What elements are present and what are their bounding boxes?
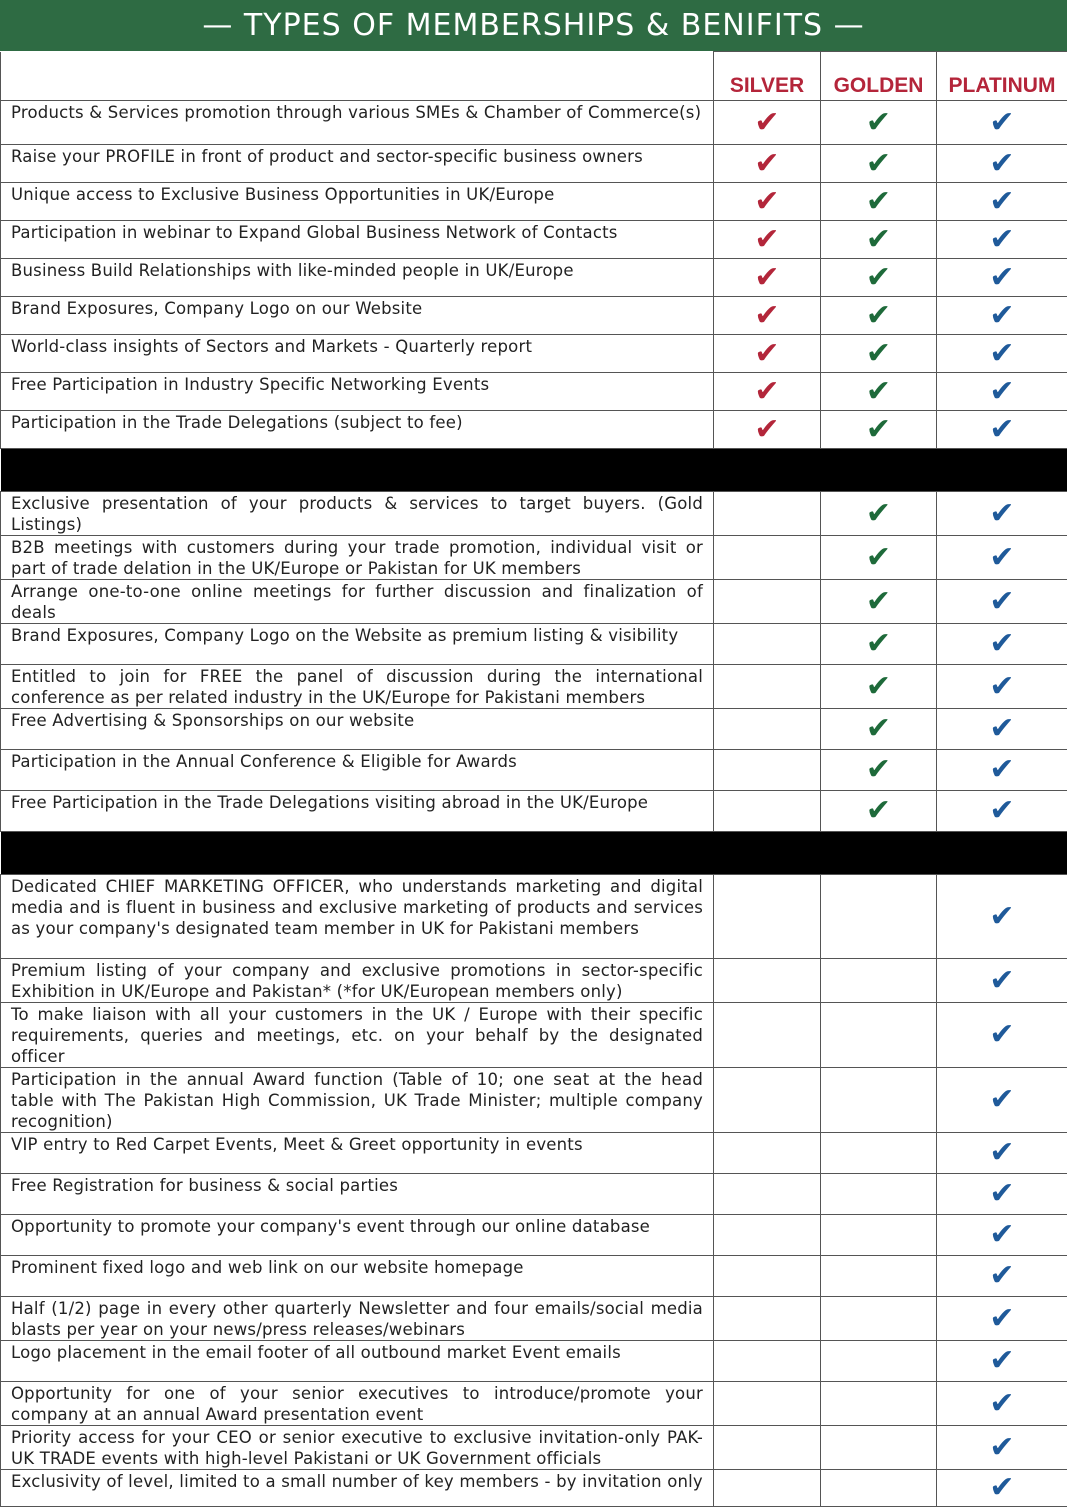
benefit-description — [1, 1297, 714, 1341]
check-icon: ✔ — [866, 496, 891, 531]
check-icon: ✔ — [989, 540, 1014, 575]
platinum-cell — [937, 335, 1067, 373]
golden-cell — [821, 221, 937, 259]
benefit-text: Opportunity to promote your company's event through our online database — [11, 1216, 703, 1237]
platinum-cell — [937, 411, 1067, 449]
benefit-text: Participation in the Annual Conference & Eligible for Awards — [11, 751, 703, 772]
benefit-description — [1, 1426, 714, 1470]
platinum-cell — [937, 101, 1067, 145]
section-separator-bar — [1, 832, 1067, 875]
table-row — [1, 221, 1067, 259]
platinum-cell — [937, 145, 1067, 183]
silver-cell — [714, 750, 821, 791]
benefit-text: Arrange one-to-one online meetings for further discussion and finalization of deals — [11, 581, 703, 623]
table-row — [1, 259, 1067, 297]
golden-cell — [821, 335, 937, 373]
benefit-text: Prominent fixed logo and web link on our website homepage — [11, 1257, 703, 1278]
silver-cell — [714, 624, 821, 665]
silver-cell — [714, 221, 821, 259]
benefit-description — [1, 1174, 714, 1215]
table-row — [1, 1297, 1067, 1341]
golden-cell — [821, 1256, 937, 1297]
benefit-text: Half (1/2) page in every other quarterly Newsletter and four emails/social media blasts per year on your news/press releases/webinars — [11, 1298, 703, 1340]
page-title: — TYPES OF MEMBERSHIPS & BENIFITS — — [202, 8, 864, 43]
check-icon: ✔ — [989, 1135, 1014, 1170]
benefit-text: Brand Exposures, Company Logo on the Website as premium listing & visibility — [11, 625, 703, 646]
platinum-cell — [937, 536, 1067, 580]
check-icon: ✔ — [866, 374, 891, 409]
table-row — [1, 875, 1067, 959]
silver-cell — [714, 536, 821, 580]
golden-cell — [821, 297, 937, 335]
benefit-description — [1, 1256, 714, 1297]
silver-cell — [714, 297, 821, 335]
benefit-description — [1, 875, 714, 959]
platinum-cell — [937, 183, 1067, 221]
silver-cell — [714, 373, 821, 411]
check-icon: ✔ — [989, 1217, 1014, 1252]
silver-cell — [714, 1068, 821, 1133]
golden-cell — [821, 750, 937, 791]
check-icon: ✔ — [754, 374, 779, 409]
section-separator — [1, 449, 1067, 492]
benefit-description — [1, 101, 714, 145]
benefit-description — [1, 959, 714, 1003]
silver-cell — [714, 665, 821, 709]
benefit-text: B2B meetings with customers during your trade promotion, individual visit or part of trade delation in the UK/Europe or Pakistan for UK members — [11, 537, 703, 579]
table-row — [1, 536, 1067, 580]
silver-cell — [714, 1382, 821, 1426]
golden-cell — [821, 1426, 937, 1470]
feature-header — [1, 52, 714, 101]
check-icon: ✔ — [989, 1176, 1014, 1211]
silver-cell — [714, 1174, 821, 1215]
silver-column-header: SILVER — [714, 52, 821, 101]
table-row — [1, 1003, 1067, 1068]
table-row — [1, 1174, 1067, 1215]
benefit-description — [1, 580, 714, 624]
check-icon: ✔ — [989, 1386, 1014, 1421]
check-icon: ✔ — [989, 146, 1014, 181]
silver-cell — [714, 259, 821, 297]
check-icon: ✔ — [754, 412, 779, 447]
check-icon: ✔ — [866, 711, 891, 746]
benefit-text: VIP entry to Red Carpet Events, Meet & Greet opportunity in events — [11, 1134, 703, 1155]
platinum-cell — [937, 1341, 1067, 1382]
table-row — [1, 297, 1067, 335]
table-row — [1, 1470, 1067, 1507]
silver-cell — [714, 1256, 821, 1297]
benefit-description — [1, 1341, 714, 1382]
table-row — [1, 411, 1067, 449]
check-icon: ✔ — [866, 669, 891, 704]
check-icon: ✔ — [754, 184, 779, 219]
silver-cell — [714, 959, 821, 1003]
platinum-cell — [937, 665, 1067, 709]
platinum-cell — [937, 1382, 1067, 1426]
check-icon: ✔ — [866, 540, 891, 575]
table-row — [1, 1133, 1067, 1174]
golden-cell — [821, 101, 937, 145]
platinum-cell — [937, 1297, 1067, 1341]
check-icon: ✔ — [866, 336, 891, 371]
check-icon: ✔ — [866, 626, 891, 661]
page-title-bar — [0, 0, 1067, 51]
check-icon: ✔ — [989, 963, 1014, 998]
table-row — [1, 145, 1067, 183]
golden-cell — [821, 1470, 937, 1507]
golden-cell — [821, 709, 937, 750]
table-row — [1, 709, 1067, 750]
check-icon: ✔ — [989, 374, 1014, 409]
check-icon: ✔ — [866, 298, 891, 333]
benefit-description — [1, 1215, 714, 1256]
benefit-description — [1, 373, 714, 411]
golden-cell — [821, 1068, 937, 1133]
silver-cell — [714, 875, 821, 959]
benefit-text: Raise your PROFILE in front of product and sector-specific business owners — [11, 146, 703, 167]
table-row — [1, 373, 1067, 411]
golden-cell — [821, 536, 937, 580]
check-icon: ✔ — [754, 298, 779, 333]
platinum-cell — [937, 221, 1067, 259]
check-icon: ✔ — [989, 105, 1014, 140]
check-icon: ✔ — [989, 1470, 1014, 1505]
golden-cell — [821, 624, 937, 665]
silver-cell — [714, 1426, 821, 1470]
check-icon: ✔ — [866, 222, 891, 257]
benefit-description — [1, 1133, 714, 1174]
golden-cell — [821, 791, 937, 832]
check-icon: ✔ — [989, 260, 1014, 295]
platinum-cell — [937, 1470, 1067, 1507]
benefit-text: Opportunity for one of your senior executives to introduce/promote your company at an annual Award presentation event — [11, 1383, 703, 1425]
silver-cell — [714, 1003, 821, 1068]
check-icon: ✔ — [866, 146, 891, 181]
check-icon: ✔ — [866, 105, 891, 140]
benefit-text: Exclusivity of level, limited to a small number of key members - by invitation only — [11, 1471, 703, 1492]
golden-cell — [821, 959, 937, 1003]
table-row — [1, 335, 1067, 373]
check-icon: ✔ — [754, 105, 779, 140]
benefit-text: Participation in the Trade Delegations (subject to fee) — [11, 412, 703, 433]
benefit-text: Products & Services promotion through various SMEs & Chamber of Commerce(s) — [11, 102, 703, 123]
benefit-text: Free Advertising & Sponsorships on our website — [11, 710, 703, 731]
golden-column-header: GOLDEN — [821, 52, 937, 101]
check-icon: ✔ — [989, 793, 1014, 828]
silver-cell — [714, 1215, 821, 1256]
membership-benefits-table — [0, 51, 1067, 1507]
benefits-body — [1, 101, 1067, 1507]
golden-cell — [821, 373, 937, 411]
benefit-description — [1, 750, 714, 791]
check-icon: ✔ — [866, 260, 891, 295]
check-icon: ✔ — [989, 222, 1014, 257]
section-separator — [1, 832, 1067, 875]
benefit-description — [1, 1068, 714, 1133]
table-row — [1, 1215, 1067, 1256]
table-row — [1, 1256, 1067, 1297]
check-icon: ✔ — [754, 336, 779, 371]
benefit-description — [1, 145, 714, 183]
platinum-cell — [937, 1133, 1067, 1174]
platinum-cell — [937, 1068, 1067, 1133]
benefit-text: Unique access to Exclusive Business Opportunities in UK/Europe — [11, 184, 703, 205]
benefit-text: Priority access for your CEO or senior executive to exclusive invitation-only PAK-UK TRADE events with high-level Pakistani or UK Government officials — [11, 1427, 703, 1469]
benefit-description — [1, 221, 714, 259]
platinum-cell — [937, 297, 1067, 335]
benefit-text: Free Registration for business & social parties — [11, 1175, 703, 1196]
check-icon: ✔ — [989, 336, 1014, 371]
table-row — [1, 1068, 1067, 1133]
platinum-cell — [937, 1215, 1067, 1256]
platinum-cell — [937, 1426, 1067, 1470]
check-icon: ✔ — [866, 184, 891, 219]
check-icon: ✔ — [989, 1343, 1014, 1378]
golden-cell — [821, 1133, 937, 1174]
golden-cell — [821, 183, 937, 221]
golden-cell — [821, 145, 937, 183]
platinum-cell — [937, 1174, 1067, 1215]
table-row — [1, 492, 1067, 536]
table-row — [1, 624, 1067, 665]
platinum-cell — [937, 624, 1067, 665]
silver-cell — [714, 580, 821, 624]
check-icon: ✔ — [989, 1017, 1014, 1052]
check-icon: ✔ — [754, 146, 779, 181]
check-icon: ✔ — [989, 298, 1014, 333]
benefit-text: Participation in the annual Award function (Table of 10; one seat at the head table with The Pakistan High Commission, UK Trade Minister; multiple company recognition) — [11, 1069, 703, 1132]
golden-cell — [821, 875, 937, 959]
benefit-description — [1, 1470, 714, 1507]
silver-cell — [714, 1341, 821, 1382]
benefit-text: Logo placement in the email footer of all outbound market Event emails — [11, 1342, 703, 1363]
check-icon: ✔ — [989, 1430, 1014, 1465]
silver-cell — [714, 183, 821, 221]
check-icon: ✔ — [866, 793, 891, 828]
golden-cell — [821, 1003, 937, 1068]
benefit-text: Participation in webinar to Expand Global Business Network of Contacts — [11, 222, 703, 243]
benefit-description — [1, 259, 714, 297]
check-icon: ✔ — [989, 412, 1014, 447]
table-row — [1, 101, 1067, 145]
benefit-description — [1, 1382, 714, 1426]
table-row — [1, 1382, 1067, 1426]
platinum-cell — [937, 1003, 1067, 1068]
platinum-column-header: PLATINUM — [937, 52, 1067, 101]
silver-cell — [714, 335, 821, 373]
check-icon: ✔ — [989, 752, 1014, 787]
golden-cell — [821, 411, 937, 449]
platinum-cell — [937, 373, 1067, 411]
silver-cell — [714, 1470, 821, 1507]
golden-cell — [821, 1215, 937, 1256]
check-icon: ✔ — [989, 899, 1014, 934]
platinum-cell — [937, 709, 1067, 750]
silver-cell — [714, 411, 821, 449]
benefit-description — [1, 411, 714, 449]
benefit-description — [1, 624, 714, 665]
check-icon: ✔ — [754, 222, 779, 257]
benefit-description — [1, 492, 714, 536]
golden-cell — [821, 1382, 937, 1426]
platinum-cell — [937, 959, 1067, 1003]
benefit-description — [1, 183, 714, 221]
benefit-text: Free Participation in Industry Specific Networking Events — [11, 374, 703, 395]
check-icon: ✔ — [989, 1258, 1014, 1293]
check-icon: ✔ — [989, 1301, 1014, 1336]
golden-cell — [821, 492, 937, 536]
silver-cell — [714, 1297, 821, 1341]
benefit-text: Dedicated CHIEF MARKETING OFFICER, who understands marketing and digital media and is fluent in business and exclusive marketing of products and services as your company's designated team member in UK for Pakistani members — [11, 876, 703, 939]
golden-cell — [821, 580, 937, 624]
table-row — [1, 791, 1067, 832]
silver-cell — [714, 492, 821, 536]
golden-cell — [821, 1297, 937, 1341]
benefit-text: Brand Exposures, Company Logo on our Website — [11, 298, 703, 319]
benefit-description — [1, 791, 714, 832]
table-row — [1, 580, 1067, 624]
platinum-cell — [937, 750, 1067, 791]
platinum-cell — [937, 875, 1067, 959]
table-row — [1, 1341, 1067, 1382]
benefit-text: Free Participation in the Trade Delegations visiting abroad in the UK/Europe — [11, 792, 703, 813]
table-row — [1, 183, 1067, 221]
check-icon: ✔ — [754, 260, 779, 295]
check-icon: ✔ — [866, 412, 891, 447]
check-icon: ✔ — [989, 184, 1014, 219]
silver-cell — [714, 709, 821, 750]
check-icon: ✔ — [989, 584, 1014, 619]
table-row — [1, 750, 1067, 791]
golden-cell — [821, 1174, 937, 1215]
table-row — [1, 665, 1067, 709]
benefit-text: World-class insights of Sectors and Markets - Quarterly report — [11, 336, 703, 357]
check-icon: ✔ — [989, 711, 1014, 746]
benefit-description — [1, 536, 714, 580]
table-row — [1, 959, 1067, 1003]
check-icon: ✔ — [866, 584, 891, 619]
silver-cell — [714, 101, 821, 145]
benefit-text: To make liaison with all your customers in the UK / Europe with their specific requirements, queries and meetings, etc. on your behalf by the designated officer — [11, 1004, 703, 1067]
platinum-cell — [937, 580, 1067, 624]
section-separator-bar — [1, 449, 1067, 492]
golden-cell — [821, 259, 937, 297]
benefit-text: Business Build Relationships with like-minded people in UK/Europe — [11, 260, 703, 281]
golden-cell — [821, 1341, 937, 1382]
check-icon: ✔ — [989, 626, 1014, 661]
benefit-description — [1, 1003, 714, 1068]
check-icon: ✔ — [989, 496, 1014, 531]
check-icon: ✔ — [866, 752, 891, 787]
check-icon: ✔ — [989, 669, 1014, 704]
platinum-cell — [937, 492, 1067, 536]
golden-cell — [821, 665, 937, 709]
table-row — [1, 1426, 1067, 1470]
header-row — [1, 52, 1067, 101]
benefit-text: Premium listing of your company and exclusive promotions in sector-specific Exhibition in UK/Europe and Pakistan* (*for UK/European members only) — [11, 960, 703, 1002]
silver-cell — [714, 791, 821, 832]
silver-cell — [714, 1133, 821, 1174]
check-icon: ✔ — [989, 1082, 1014, 1117]
benefit-text: Entitled to join for FREE the panel of discussion during the international conference as per related industry in the UK/Europe for Pakistani members — [11, 666, 703, 708]
platinum-cell — [937, 259, 1067, 297]
benefit-description — [1, 335, 714, 373]
platinum-cell — [937, 791, 1067, 832]
silver-cell — [714, 145, 821, 183]
benefit-text: Exclusive presentation of your products & services to target buyers. (Gold Listings) — [11, 493, 703, 535]
benefit-description — [1, 709, 714, 750]
benefit-description — [1, 297, 714, 335]
benefit-description — [1, 665, 714, 709]
platinum-cell — [937, 1256, 1067, 1297]
